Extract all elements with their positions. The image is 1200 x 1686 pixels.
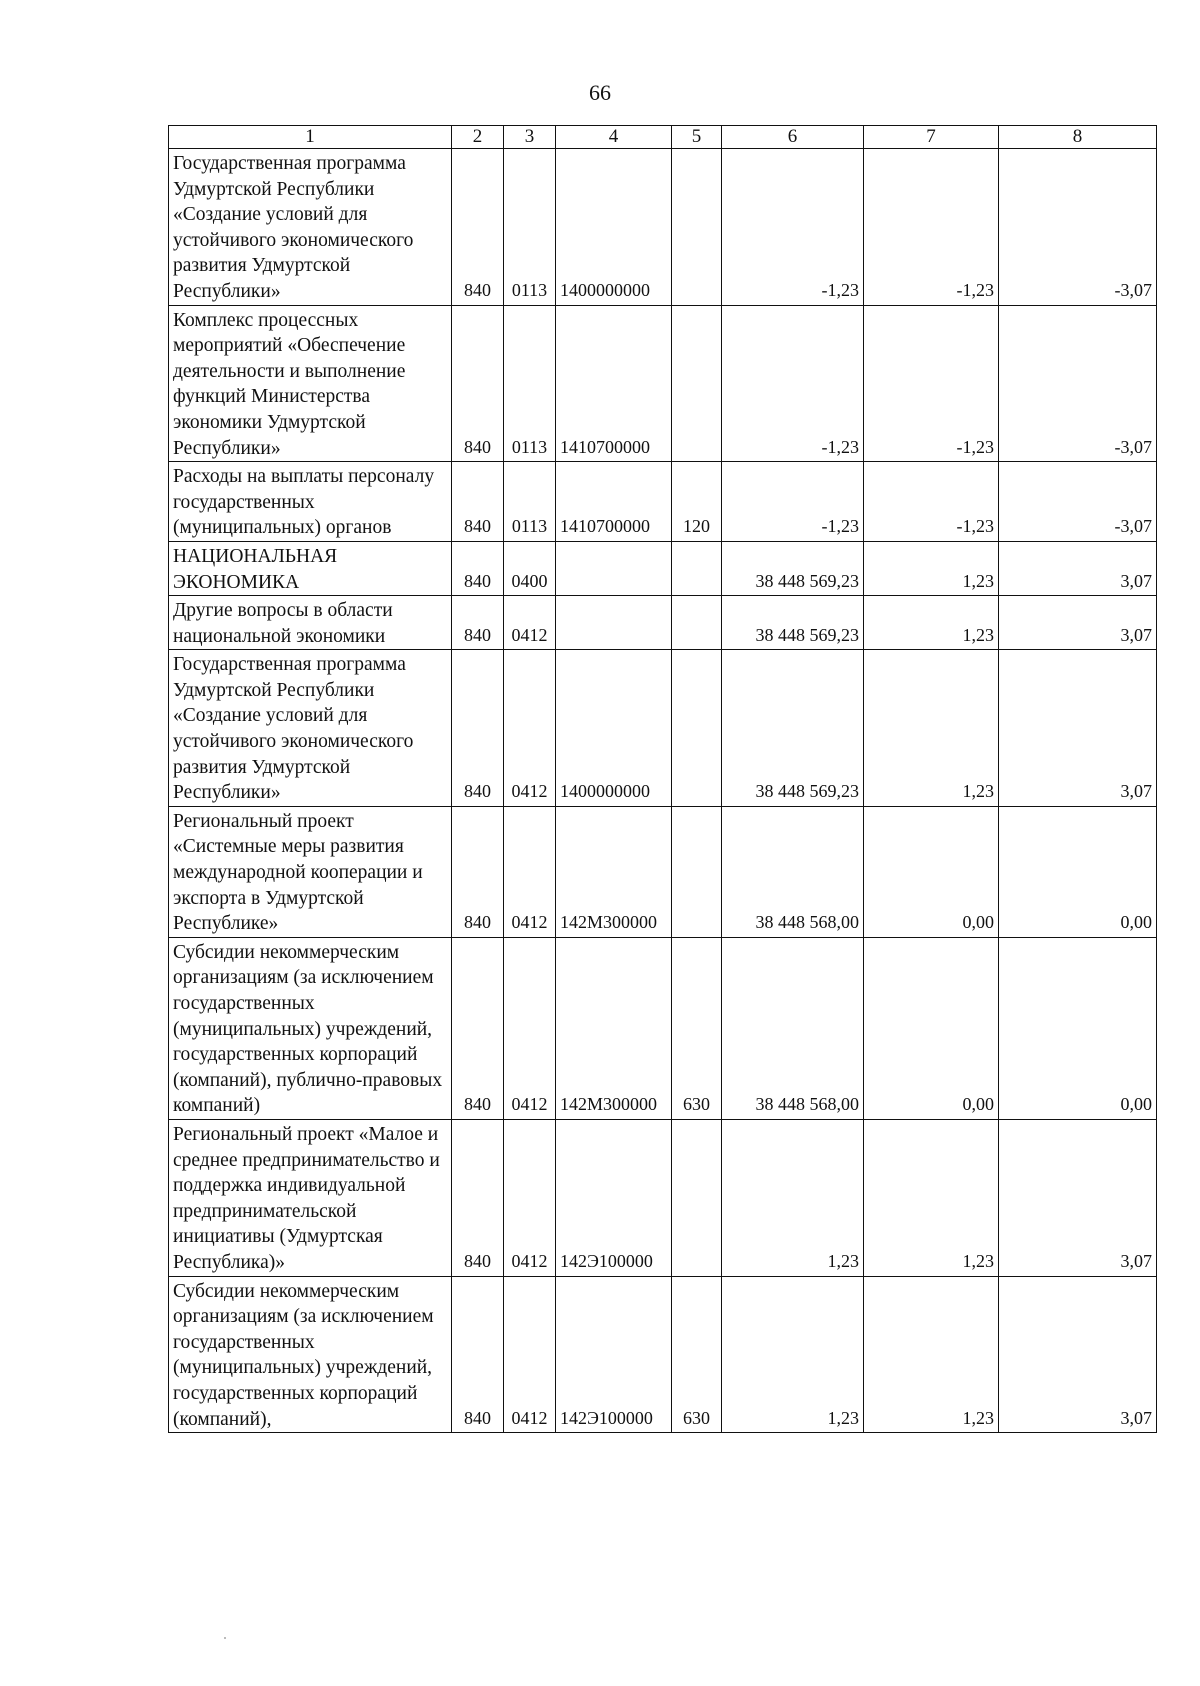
grbs-code-cell: 840 [452, 937, 504, 1119]
amount-col6-cell: -1,23 [722, 305, 864, 462]
amount-col8-cell: 0,00 [999, 806, 1157, 937]
target-item-cell: 1410700000 [556, 305, 672, 462]
target-item-cell: 142Э100000 [556, 1119, 672, 1276]
amount-col7-cell: -1,23 [864, 462, 999, 542]
amount-col8-cell: -3,07 [999, 305, 1157, 462]
header-row [169, 126, 1157, 149]
scan-speck [224, 1637, 226, 1639]
table-row [169, 937, 1157, 1119]
table-row [169, 806, 1157, 937]
target-item-cell: 1400000000 [556, 650, 672, 807]
amount-col7-cell: 1,23 [864, 596, 999, 650]
section-code-cell: 0412 [504, 1276, 556, 1433]
expense-type-cell [672, 149, 722, 306]
column-header: 4 [556, 126, 672, 149]
amount-col7-cell: 1,23 [864, 1276, 999, 1433]
page-number: 66 [589, 80, 611, 105]
table-row [169, 596, 1157, 650]
section-code-cell: 0113 [504, 462, 556, 542]
target-item-cell: 142М300000 [556, 806, 672, 937]
amount-col7-cell: -1,23 [864, 149, 999, 306]
expense-type-cell [672, 1119, 722, 1276]
column-header: 1 [169, 126, 452, 149]
section-code-cell: 0412 [504, 596, 556, 650]
amount-col7-cell: 0,00 [864, 806, 999, 937]
column-header: 6 [722, 126, 864, 149]
target-item-cell [556, 596, 672, 650]
grbs-code-cell: 840 [452, 305, 504, 462]
amount-col6-cell: 1,23 [722, 1119, 864, 1276]
expense-type-cell: 630 [672, 1276, 722, 1433]
row-name-cell: Комплекс процессных мероприятий «Обеспечение деятельности и выполнение функций Министерства экономики Удмуртской Республики» [169, 305, 452, 462]
grbs-code-cell: 840 [452, 596, 504, 650]
amount-col8-cell: 3,07 [999, 1276, 1157, 1433]
column-header: 2 [452, 126, 504, 149]
target-item-cell: 142Э100000 [556, 1276, 672, 1433]
grbs-code-cell: 840 [452, 806, 504, 937]
amount-col6-cell: -1,23 [722, 149, 864, 306]
expense-type-cell [672, 806, 722, 937]
table-row [169, 1276, 1157, 1433]
section-code-cell: 0113 [504, 149, 556, 306]
grbs-code-cell: 840 [452, 650, 504, 807]
amount-col7-cell: 1,23 [864, 541, 999, 595]
grbs-code-cell: 840 [452, 541, 504, 595]
expense-type-cell [672, 541, 722, 595]
target-item-cell: 142М300000 [556, 937, 672, 1119]
target-item-cell [556, 541, 672, 595]
amount-col8-cell: 3,07 [999, 1119, 1157, 1276]
amount-col8-cell: 3,07 [999, 596, 1157, 650]
section-code-cell: 0400 [504, 541, 556, 595]
amount-col8-cell: 3,07 [999, 541, 1157, 595]
row-name-cell: Государственная программа Удмуртской Республики «Создание условий для устойчивого экономического развития Удмуртской Республики» [169, 149, 452, 306]
expense-type-cell [672, 596, 722, 650]
amount-col7-cell: 1,23 [864, 1119, 999, 1276]
grbs-code-cell: 840 [452, 1119, 504, 1276]
row-name-cell: Государственная программа Удмуртской Республики «Создание условий для устойчивого экономического развития Удмуртской Республики» [169, 650, 452, 807]
row-name-cell: Расходы на выплаты персоналу государственных (муниципальных) органов [169, 462, 452, 542]
amount-col6-cell: 1,23 [722, 1276, 864, 1433]
amount-col6-cell: 38 448 568,00 [722, 937, 864, 1119]
amount-col6-cell: 38 448 569,23 [722, 596, 864, 650]
target-item-cell: 1400000000 [556, 149, 672, 306]
amount-col8-cell: -3,07 [999, 462, 1157, 542]
row-name-cell: Региональный проект «Системные меры развития международной кооперации и экспорта в Удмуртской Республике» [169, 806, 452, 937]
expense-type-cell: 630 [672, 937, 722, 1119]
section-code-cell: 0113 [504, 305, 556, 462]
amount-col8-cell: 0,00 [999, 937, 1157, 1119]
grbs-code-cell: 840 [452, 462, 504, 542]
row-name-cell: Субсидии некоммерческим организациям (за исключением государственных (муниципальных) учреждений, государственных корпораций (компаний), публично-правовых компаний) [169, 937, 452, 1119]
amount-col8-cell: -3,07 [999, 149, 1157, 306]
amount-col7-cell: -1,23 [864, 305, 999, 462]
column-header: 7 [864, 126, 999, 149]
amount-col8-cell: 3,07 [999, 650, 1157, 807]
amount-col6-cell: 38 448 569,23 [722, 650, 864, 807]
table-row [169, 1119, 1157, 1276]
amount-col6-cell: 38 448 569,23 [722, 541, 864, 595]
amount-col6-cell: 38 448 568,00 [722, 806, 864, 937]
section-code-cell: 0412 [504, 1119, 556, 1276]
column-header: 5 [672, 126, 722, 149]
column-header: 8 [999, 126, 1157, 149]
expense-type-cell [672, 305, 722, 462]
budget-table [168, 125, 1157, 1433]
grbs-code-cell: 840 [452, 1276, 504, 1433]
table-row [169, 305, 1157, 462]
grbs-code-cell: 840 [452, 149, 504, 306]
section-code-cell: 0412 [504, 806, 556, 937]
amount-col7-cell: 1,23 [864, 650, 999, 807]
table-row [169, 149, 1157, 306]
target-item-cell: 1410700000 [556, 462, 672, 542]
row-name-cell: Субсидии некоммерческим организациям (за исключением государственных (муниципальных) учреждений, государственных корпораций (компаний), [169, 1276, 452, 1433]
row-name-cell: НАЦИОНАЛЬНАЯ ЭКОНОМИКА [169, 541, 452, 595]
amount-col7-cell: 0,00 [864, 937, 999, 1119]
section-code-cell: 0412 [504, 650, 556, 807]
table-row [169, 650, 1157, 807]
expense-type-cell: 120 [672, 462, 722, 542]
amount-col6-cell: -1,23 [722, 462, 864, 542]
row-name-cell: Региональный проект «Малое и среднее предпринимательство и поддержка индивидуальной предпринимательской инициативы (Удмуртская Республика)» [169, 1119, 452, 1276]
expense-type-cell [672, 650, 722, 807]
column-header: 3 [504, 126, 556, 149]
table-row [169, 462, 1157, 542]
section-code-cell: 0412 [504, 937, 556, 1119]
row-name-cell: Другие вопросы в области национальной экономики [169, 596, 452, 650]
table-row [169, 541, 1157, 595]
